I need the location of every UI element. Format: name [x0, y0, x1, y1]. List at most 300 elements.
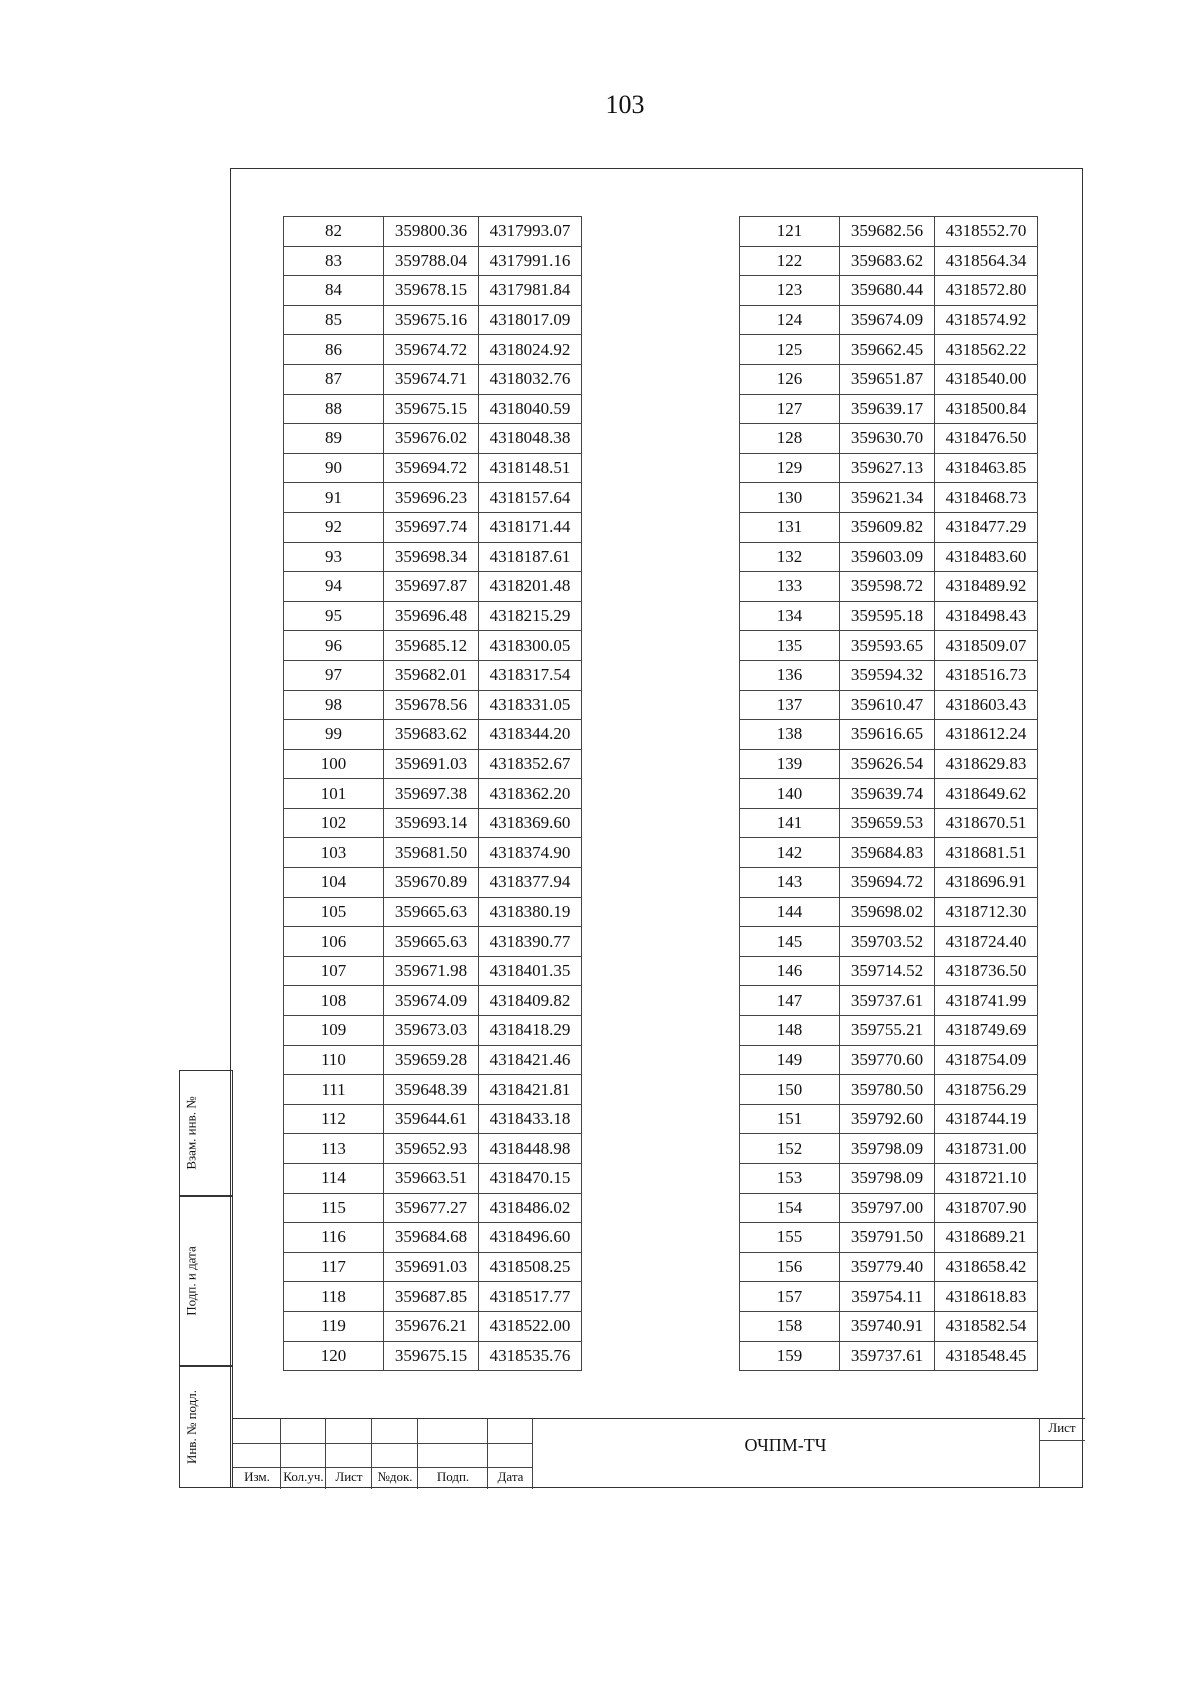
table-row [740, 305, 1038, 335]
table-row [740, 394, 1038, 424]
point-number-cell: 149 [740, 1045, 840, 1075]
point-number-cell: 133 [740, 572, 840, 602]
table-row [284, 246, 582, 276]
x-coordinate-cell: 359662.45 [840, 335, 935, 365]
point-number-cell: 146 [740, 956, 840, 986]
point-number-cell: 82 [284, 217, 384, 247]
table-row [740, 838, 1038, 868]
y-coordinate-cell: 4318754.09 [935, 1045, 1038, 1075]
table-row [284, 1282, 582, 1312]
x-coordinate-cell: 359616.65 [840, 720, 935, 750]
table-row [740, 1252, 1038, 1282]
x-coordinate-cell: 359740.91 [840, 1311, 935, 1341]
x-coordinate-cell: 359594.32 [840, 660, 935, 690]
y-coordinate-cell: 4318744.19 [935, 1104, 1038, 1134]
table-row [284, 305, 582, 335]
stamp-header-izm: Изм. [244, 1469, 270, 1484]
x-coordinate-cell: 359675.16 [384, 305, 479, 335]
point-number-cell: 120 [284, 1341, 384, 1371]
x-coordinate-cell: 359697.74 [384, 512, 479, 542]
table-row [740, 1341, 1038, 1371]
point-number-cell: 95 [284, 601, 384, 631]
point-number-cell: 84 [284, 276, 384, 306]
y-coordinate-cell: 4318171.44 [479, 512, 582, 542]
y-coordinate-cell: 4318024.92 [479, 335, 582, 365]
table-row [740, 808, 1038, 838]
y-coordinate-cell: 4318741.99 [935, 986, 1038, 1016]
point-number-cell: 127 [740, 394, 840, 424]
y-coordinate-cell: 4318448.98 [479, 1134, 582, 1164]
table-row [284, 808, 582, 838]
y-coordinate-cell: 4318500.84 [935, 394, 1038, 424]
x-coordinate-cell: 359673.03 [384, 1016, 479, 1046]
table-row [740, 660, 1038, 690]
y-coordinate-cell: 4318670.51 [935, 808, 1038, 838]
table-row [740, 1016, 1038, 1046]
point-number-cell: 137 [740, 690, 840, 720]
x-coordinate-cell: 359737.61 [840, 986, 935, 1016]
point-number-cell: 158 [740, 1311, 840, 1341]
x-coordinate-cell: 359665.63 [384, 927, 479, 957]
table-row [740, 424, 1038, 454]
x-coordinate-cell: 359648.39 [384, 1075, 479, 1105]
point-number-cell: 86 [284, 335, 384, 365]
table-row [284, 838, 582, 868]
y-coordinate-cell: 4318489.92 [935, 572, 1038, 602]
x-coordinate-cell: 359691.03 [384, 1252, 479, 1282]
x-coordinate-cell: 359630.70 [840, 424, 935, 454]
y-coordinate-cell: 4318707.90 [935, 1193, 1038, 1223]
y-coordinate-cell: 4318369.60 [479, 808, 582, 838]
x-coordinate-cell: 359684.83 [840, 838, 935, 868]
x-coordinate-cell: 359659.28 [384, 1045, 479, 1075]
point-number-cell: 100 [284, 749, 384, 779]
x-coordinate-cell: 359697.87 [384, 572, 479, 602]
point-number-cell: 107 [284, 956, 384, 986]
point-number-cell: 83 [284, 246, 384, 276]
x-coordinate-cell: 359696.23 [384, 483, 479, 513]
y-coordinate-cell: 4318522.00 [479, 1311, 582, 1341]
y-coordinate-cell: 4318496.60 [479, 1223, 582, 1253]
x-coordinate-cell: 359770.60 [840, 1045, 935, 1075]
y-coordinate-cell: 4318401.35 [479, 956, 582, 986]
table-row [740, 1075, 1038, 1105]
stamp-header-n-dok: №док. [377, 1469, 413, 1484]
table-row [740, 572, 1038, 602]
y-coordinate-cell: 4318486.02 [479, 1193, 582, 1223]
x-coordinate-cell: 359681.50 [384, 838, 479, 868]
y-coordinate-cell: 4318658.42 [935, 1252, 1038, 1282]
point-number-cell: 110 [284, 1045, 384, 1075]
y-coordinate-cell: 4318470.15 [479, 1164, 582, 1194]
table-row [284, 631, 582, 661]
y-coordinate-cell: 4318612.24 [935, 720, 1038, 750]
table-row [284, 424, 582, 454]
x-coordinate-cell: 359627.13 [840, 453, 935, 483]
table-row [740, 986, 1038, 1016]
point-number-cell: 85 [284, 305, 384, 335]
x-coordinate-cell: 359680.44 [840, 276, 935, 306]
document-code: ОЧПМ-ТЧ [744, 1435, 827, 1455]
x-coordinate-cell: 359693.14 [384, 808, 479, 838]
x-coordinate-cell: 359682.56 [840, 217, 935, 247]
table-row [740, 1223, 1038, 1253]
table-row [284, 364, 582, 394]
point-number-cell: 97 [284, 660, 384, 690]
point-number-cell: 144 [740, 897, 840, 927]
y-coordinate-cell: 4318148.51 [479, 453, 582, 483]
table-row [284, 483, 582, 513]
x-coordinate-cell: 359755.21 [840, 1016, 935, 1046]
point-number-cell: 104 [284, 868, 384, 898]
table-row [284, 1104, 582, 1134]
x-coordinate-cell: 359598.72 [840, 572, 935, 602]
table-row [284, 660, 582, 690]
stamp-header-podp: Подп. [436, 1469, 470, 1484]
x-coordinate-cell: 359694.72 [384, 453, 479, 483]
y-coordinate-cell: 4318344.20 [479, 720, 582, 750]
table-row [740, 897, 1038, 927]
point-number-cell: 91 [284, 483, 384, 513]
y-coordinate-cell: 4318689.21 [935, 1223, 1038, 1253]
table-row [284, 1341, 582, 1371]
y-coordinate-cell: 4318331.05 [479, 690, 582, 720]
y-coordinate-cell: 4318736.50 [935, 956, 1038, 986]
y-coordinate-cell: 4318187.61 [479, 542, 582, 572]
point-number-cell: 111 [284, 1075, 384, 1105]
x-coordinate-cell: 359663.51 [384, 1164, 479, 1194]
coordinates-table-left [283, 216, 582, 1371]
y-coordinate-cell: 4317981.84 [479, 276, 582, 306]
table-row [740, 601, 1038, 631]
table-row [284, 1164, 582, 1194]
x-coordinate-cell: 359665.63 [384, 897, 479, 927]
x-coordinate-cell: 359677.27 [384, 1193, 479, 1223]
table-row [740, 1282, 1038, 1312]
point-number-cell: 147 [740, 986, 840, 1016]
point-number-cell: 112 [284, 1104, 384, 1134]
point-number-cell: 113 [284, 1134, 384, 1164]
y-coordinate-cell: 4318433.18 [479, 1104, 582, 1134]
table-row [284, 1045, 582, 1075]
table-row [740, 276, 1038, 306]
table-row [740, 364, 1038, 394]
x-coordinate-cell: 359674.71 [384, 364, 479, 394]
table-row [284, 601, 582, 631]
table-row [284, 986, 582, 1016]
x-coordinate-cell: 359675.15 [384, 394, 479, 424]
point-number-cell: 139 [740, 749, 840, 779]
point-number-cell: 157 [740, 1282, 840, 1312]
coordinates-table-right [739, 216, 1038, 1371]
x-coordinate-cell: 359676.02 [384, 424, 479, 454]
x-coordinate-cell: 359797.00 [840, 1193, 935, 1223]
y-coordinate-cell: 4318582.54 [935, 1311, 1038, 1341]
point-number-cell: 155 [740, 1223, 840, 1253]
x-coordinate-cell: 359798.09 [840, 1164, 935, 1194]
table-row [284, 897, 582, 927]
y-coordinate-cell: 4318756.29 [935, 1075, 1038, 1105]
x-coordinate-cell: 359639.17 [840, 394, 935, 424]
y-coordinate-cell: 4318749.69 [935, 1016, 1038, 1046]
x-coordinate-cell: 359694.72 [840, 868, 935, 898]
y-coordinate-cell: 4318418.29 [479, 1016, 582, 1046]
table-row [284, 779, 582, 809]
y-coordinate-cell: 4317993.07 [479, 217, 582, 247]
y-coordinate-cell: 4318483.60 [935, 542, 1038, 572]
x-coordinate-cell: 359788.04 [384, 246, 479, 276]
x-coordinate-cell: 359800.36 [384, 217, 479, 247]
y-coordinate-cell: 4318157.64 [479, 483, 582, 513]
table-row [740, 1193, 1038, 1223]
side-label-inv-podl: Инв. № подл. [184, 1389, 200, 1465]
y-coordinate-cell: 4318712.30 [935, 897, 1038, 927]
x-coordinate-cell: 359792.60 [840, 1104, 935, 1134]
y-coordinate-cell: 4318352.67 [479, 749, 582, 779]
y-coordinate-cell: 4318300.05 [479, 631, 582, 661]
table-row [284, 956, 582, 986]
point-number-cell: 116 [284, 1223, 384, 1253]
point-number-cell: 138 [740, 720, 840, 750]
point-number-cell: 123 [740, 276, 840, 306]
point-number-cell: 152 [740, 1134, 840, 1164]
table-row [740, 868, 1038, 898]
y-coordinate-cell: 4318380.19 [479, 897, 582, 927]
y-coordinate-cell: 4318603.43 [935, 690, 1038, 720]
x-coordinate-cell: 359698.34 [384, 542, 479, 572]
x-coordinate-cell: 359779.40 [840, 1252, 935, 1282]
point-number-cell: 153 [740, 1164, 840, 1194]
point-number-cell: 151 [740, 1104, 840, 1134]
y-coordinate-cell: 4318468.73 [935, 483, 1038, 513]
point-number-cell: 114 [284, 1164, 384, 1194]
x-coordinate-cell: 359595.18 [840, 601, 935, 631]
table-row [284, 1193, 582, 1223]
y-coordinate-cell: 4318508.25 [479, 1252, 582, 1282]
point-number-cell: 88 [284, 394, 384, 424]
table-row [740, 246, 1038, 276]
y-coordinate-cell: 4318540.00 [935, 364, 1038, 394]
y-coordinate-cell: 4318649.62 [935, 779, 1038, 809]
sheet-label: Лист [1048, 1420, 1076, 1435]
point-number-cell: 103 [284, 838, 384, 868]
y-coordinate-cell: 4318421.81 [479, 1075, 582, 1105]
x-coordinate-cell: 359697.38 [384, 779, 479, 809]
table-row [284, 512, 582, 542]
y-coordinate-cell: 4318517.77 [479, 1282, 582, 1312]
x-coordinate-cell: 359626.54 [840, 749, 935, 779]
point-number-cell: 136 [740, 660, 840, 690]
table-row [284, 1016, 582, 1046]
page-number: 103 [605, 90, 645, 119]
x-coordinate-cell: 359644.61 [384, 1104, 479, 1134]
y-coordinate-cell: 4318215.29 [479, 601, 582, 631]
table-row [740, 453, 1038, 483]
x-coordinate-cell: 359685.12 [384, 631, 479, 661]
x-coordinate-cell: 359714.52 [840, 956, 935, 986]
table-row [284, 276, 582, 306]
y-coordinate-cell: 4318017.09 [479, 305, 582, 335]
table-row [284, 453, 582, 483]
x-coordinate-cell: 359609.82 [840, 512, 935, 542]
point-number-cell: 150 [740, 1075, 840, 1105]
table-row [740, 1134, 1038, 1164]
x-coordinate-cell: 359670.89 [384, 868, 479, 898]
table-row [284, 720, 582, 750]
y-coordinate-cell: 4318032.76 [479, 364, 582, 394]
side-label-vzam: Взам. инв. № [184, 1096, 200, 1170]
point-number-cell: 122 [740, 246, 840, 276]
point-number-cell: 129 [740, 453, 840, 483]
point-number-cell: 148 [740, 1016, 840, 1046]
point-number-cell: 128 [740, 424, 840, 454]
table-row [284, 335, 582, 365]
x-coordinate-cell: 359798.09 [840, 1134, 935, 1164]
point-number-cell: 92 [284, 512, 384, 542]
x-coordinate-cell: 359651.87 [840, 364, 935, 394]
table-row [740, 335, 1038, 365]
y-coordinate-cell: 4318731.00 [935, 1134, 1038, 1164]
point-number-cell: 121 [740, 217, 840, 247]
x-coordinate-cell: 359674.72 [384, 335, 479, 365]
stamp-header-kol-uch: Кол.уч. [283, 1469, 324, 1484]
table-row [284, 1311, 582, 1341]
table-row [740, 1164, 1038, 1194]
point-number-cell: 130 [740, 483, 840, 513]
x-coordinate-cell: 359691.03 [384, 749, 479, 779]
point-number-cell: 93 [284, 542, 384, 572]
y-coordinate-cell: 4318476.50 [935, 424, 1038, 454]
x-coordinate-cell: 359676.21 [384, 1311, 479, 1341]
x-coordinate-cell: 359675.15 [384, 1341, 479, 1371]
y-coordinate-cell: 4318629.83 [935, 749, 1038, 779]
point-number-cell: 109 [284, 1016, 384, 1046]
x-coordinate-cell: 359698.02 [840, 897, 935, 927]
x-coordinate-cell: 359593.65 [840, 631, 935, 661]
point-number-cell: 115 [284, 1193, 384, 1223]
stamp-header-data: Дата [497, 1469, 524, 1484]
table-row [284, 927, 582, 957]
y-coordinate-cell: 4318509.07 [935, 631, 1038, 661]
point-number-cell: 156 [740, 1252, 840, 1282]
table-row [740, 749, 1038, 779]
point-number-cell: 124 [740, 305, 840, 335]
point-number-cell: 117 [284, 1252, 384, 1282]
x-coordinate-cell: 359674.09 [840, 305, 935, 335]
table-row [284, 1075, 582, 1105]
x-coordinate-cell: 359610.47 [840, 690, 935, 720]
y-coordinate-cell: 4318696.91 [935, 868, 1038, 898]
point-number-cell: 99 [284, 720, 384, 750]
table-row [740, 512, 1038, 542]
point-number-cell: 108 [284, 986, 384, 1016]
x-coordinate-cell: 359684.68 [384, 1223, 479, 1253]
point-number-cell: 87 [284, 364, 384, 394]
y-coordinate-cell: 4318681.51 [935, 838, 1038, 868]
point-number-cell: 119 [284, 1311, 384, 1341]
y-coordinate-cell: 4318498.43 [935, 601, 1038, 631]
point-number-cell: 118 [284, 1282, 384, 1312]
x-coordinate-cell: 359603.09 [840, 542, 935, 572]
table-row [740, 690, 1038, 720]
point-number-cell: 135 [740, 631, 840, 661]
table-row [740, 631, 1038, 661]
point-number-cell: 101 [284, 779, 384, 809]
y-coordinate-cell: 4318721.10 [935, 1164, 1038, 1194]
x-coordinate-cell: 359652.93 [384, 1134, 479, 1164]
x-coordinate-cell: 359791.50 [840, 1223, 935, 1253]
point-number-cell: 125 [740, 335, 840, 365]
x-coordinate-cell: 359737.61 [840, 1341, 935, 1371]
y-coordinate-cell: 4318421.46 [479, 1045, 582, 1075]
x-coordinate-cell: 359671.98 [384, 956, 479, 986]
x-coordinate-cell: 359682.01 [384, 660, 479, 690]
point-number-cell: 94 [284, 572, 384, 602]
point-number-cell: 98 [284, 690, 384, 720]
table-row [284, 217, 582, 247]
point-number-cell: 126 [740, 364, 840, 394]
x-coordinate-cell: 359754.11 [840, 1282, 935, 1312]
y-coordinate-cell: 4318535.76 [479, 1341, 582, 1371]
point-number-cell: 102 [284, 808, 384, 838]
point-number-cell: 96 [284, 631, 384, 661]
y-coordinate-cell: 4318552.70 [935, 217, 1038, 247]
side-label-podp-data: Подп. и дата [184, 1246, 200, 1316]
y-coordinate-cell: 4318574.92 [935, 305, 1038, 335]
table-row [740, 1311, 1038, 1341]
table-row [284, 542, 582, 572]
x-coordinate-cell: 359687.85 [384, 1282, 479, 1312]
table-row [740, 927, 1038, 957]
y-coordinate-cell: 4318362.20 [479, 779, 582, 809]
x-coordinate-cell: 359678.56 [384, 690, 479, 720]
point-number-cell: 89 [284, 424, 384, 454]
x-coordinate-cell: 359674.09 [384, 986, 479, 1016]
x-coordinate-cell: 359639.74 [840, 779, 935, 809]
table-row [740, 217, 1038, 247]
table-row [740, 779, 1038, 809]
point-number-cell: 134 [740, 601, 840, 631]
y-coordinate-cell: 4318516.73 [935, 660, 1038, 690]
y-coordinate-cell: 4318564.34 [935, 246, 1038, 276]
table-row [284, 1252, 582, 1282]
table-row [284, 1134, 582, 1164]
y-coordinate-cell: 4318390.77 [479, 927, 582, 957]
table-row [284, 394, 582, 424]
y-coordinate-cell: 4318317.54 [479, 660, 582, 690]
y-coordinate-cell: 4318377.94 [479, 868, 582, 898]
table-row [284, 572, 582, 602]
table-row [284, 690, 582, 720]
table-row [740, 483, 1038, 513]
y-coordinate-cell: 4318562.22 [935, 335, 1038, 365]
table-row [740, 542, 1038, 572]
x-coordinate-cell: 359683.62 [840, 246, 935, 276]
y-coordinate-cell: 4318201.48 [479, 572, 582, 602]
y-coordinate-cell: 4318374.90 [479, 838, 582, 868]
x-coordinate-cell: 359683.62 [384, 720, 479, 750]
table-row [740, 1104, 1038, 1134]
point-number-cell: 106 [284, 927, 384, 957]
y-coordinate-cell: 4318040.59 [479, 394, 582, 424]
y-coordinate-cell: 4318463.85 [935, 453, 1038, 483]
y-coordinate-cell: 4318724.40 [935, 927, 1038, 957]
point-number-cell: 143 [740, 868, 840, 898]
point-number-cell: 140 [740, 779, 840, 809]
x-coordinate-cell: 359780.50 [840, 1075, 935, 1105]
table-row [284, 1223, 582, 1253]
y-coordinate-cell: 4318572.80 [935, 276, 1038, 306]
